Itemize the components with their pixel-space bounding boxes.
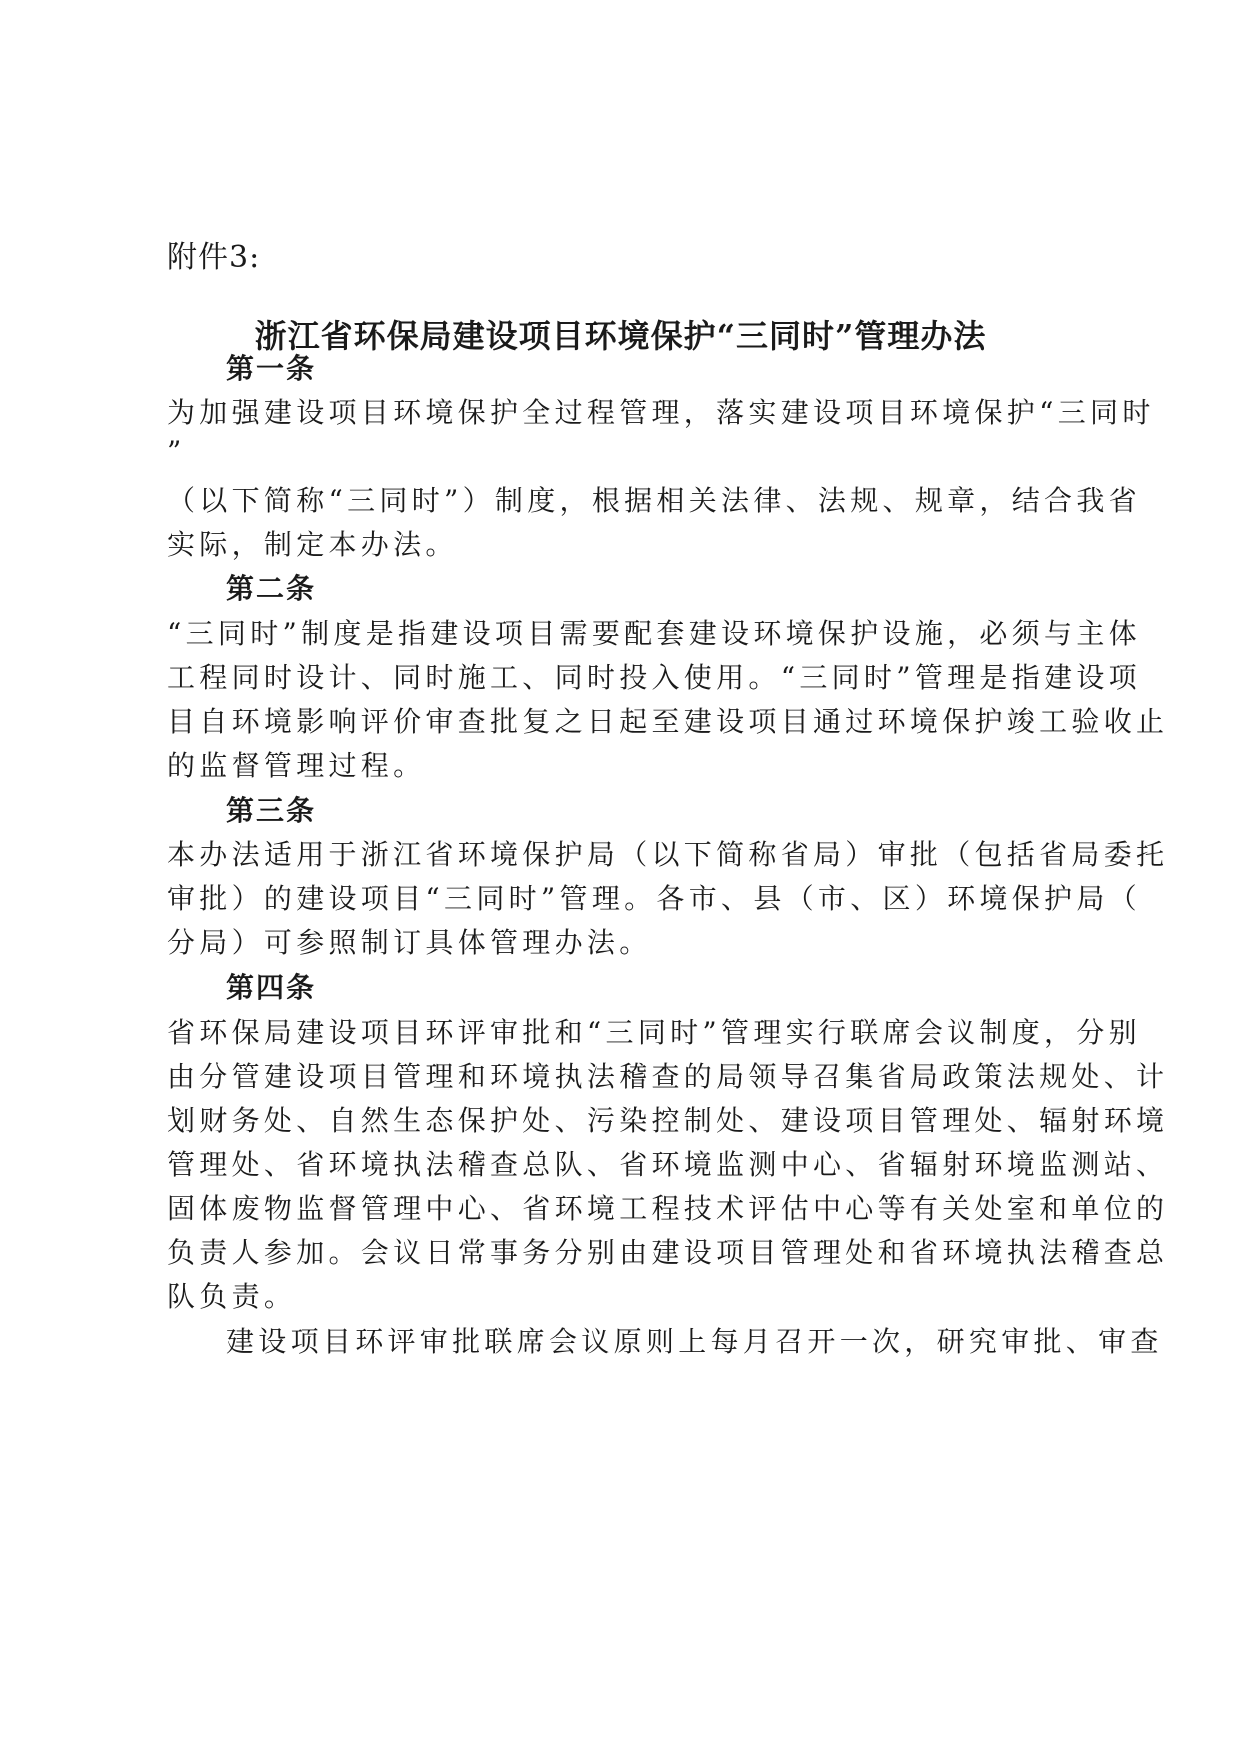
article-4-line-5: 固体废物监督管理中心、省环境工程技术评估中心等有关处室和单位的: [167, 1192, 1169, 1225]
article-2-line-3: 目自环境影响评价审查批复之日起至建设项目通过环境保护竣工验收止: [167, 705, 1169, 738]
article-1-line-1: 为加强建设项目环境保护全过程管理，落实建设项目环境保护“三同时: [167, 396, 1155, 429]
document-title: 浙江省环保局建设项目环境保护“三同时”管理办法: [254, 317, 987, 355]
article-2-line-2: 工程同时设计、同时施工、同时投入使用。“三同时”管理是指建设项: [167, 661, 1141, 694]
attachment-label: 附件3:: [167, 240, 261, 275]
article-2-line-4: 的监督管理过程。: [167, 749, 426, 782]
article-4-line-6: 负责人参加。会议日常事务分别由建设项目管理处和省环境执法稽查总: [167, 1236, 1169, 1269]
article-3-heading: 第三条: [226, 794, 317, 827]
article-4-paragraph-2: 建设项目环评审批联席会议原则上每月召开一次，研究审批、审查: [226, 1325, 1163, 1358]
article-3-line-1: 本办法适用于浙江省环境保护局（以下简称省局）审批（包括省局委托: [167, 838, 1169, 871]
article-2-heading: 第二条: [226, 572, 317, 605]
article-1-line-4: 实际，制定本办法。: [167, 528, 458, 561]
article-3-line-2: 审批）的建设项目“三同时”管理。各市、县（市、区）环境保护局（: [167, 882, 1141, 915]
article-4-line-3: 划财务处、自然生态保护处、污染控制处、建设项目管理处、辐射环境: [167, 1104, 1169, 1137]
article-3-line-3: 分局）可参照制订具体管理办法。: [167, 926, 652, 959]
article-4-line-2: 由分管建设项目管理和环境执法稽查的局领导召集省局政策法规处、计: [167, 1060, 1169, 1093]
article-1-line-3: （以下简称“三同时”）制度，根据相关法律、法规、规章，结合我省: [167, 484, 1141, 517]
article-2-line-1: “三同时”制度是指建设项目需要配套建设环境保护设施，必须与主体: [167, 617, 1141, 650]
article-4-line-4: 管理处、省环境执法稽查总队、省环境监测中心、省辐射环境监测站、: [167, 1148, 1169, 1181]
article-4-heading: 第四条: [226, 971, 317, 1004]
article-1-heading: 第一条: [226, 352, 317, 385]
article-4-line-7: 队负责。: [167, 1280, 297, 1313]
article-4-line-1: 省环保局建设项目环评审批和“三同时”管理实行联席会议制度，分别: [167, 1016, 1141, 1049]
article-1-line-2: ”: [167, 435, 186, 468]
